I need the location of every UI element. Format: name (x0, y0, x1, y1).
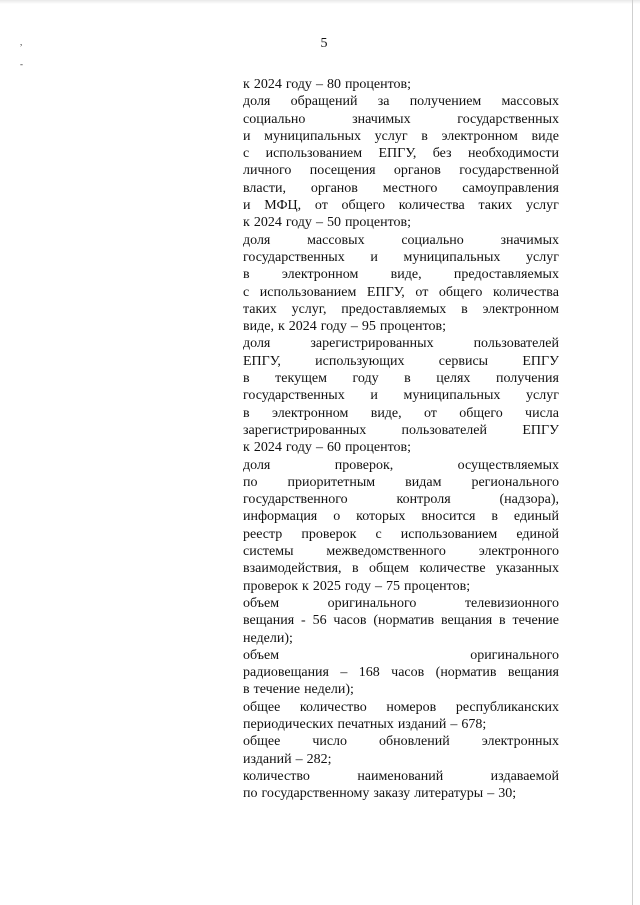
text-line: радиовещания – 168 часов (норматив вещания (243, 665, 559, 681)
text-line: зарегистрированных пользователей ЕПГУ (243, 422, 559, 438)
page-right-edge (632, 0, 633, 905)
text-line: периодических печатных изданий – 678; (243, 716, 487, 732)
text-line: государственных и муниципальных услуг (243, 249, 559, 265)
page-number: 5 (320, 36, 328, 51)
text-line: взаимодействия, в общем количестве указанных (243, 561, 559, 577)
text-line: по приоритетным видам регионального (243, 474, 559, 490)
text-line: в текущем году в целях получения (243, 371, 559, 387)
text-line: доля массовых социально значимых (243, 232, 559, 248)
text-line: власти, органов местного самоуправления (243, 180, 559, 196)
document-body (243, 76, 559, 802)
text-line: к 2024 году – 60 процентов; (243, 440, 412, 456)
text-line: по государственному заказу литературы – 30; (243, 786, 517, 802)
text-line: ЕПГУ, использующих сервисы ЕПГУ (243, 353, 559, 369)
text-line: социально значимых государственных (243, 111, 559, 127)
text-line: в электронном виде, от общего числа (243, 405, 559, 421)
text-line: объем оригинального телевизионного (243, 595, 559, 611)
text-line: изданий – 282; (243, 751, 332, 767)
margin-mark: , (20, 37, 23, 47)
text-line: недели); (243, 630, 293, 646)
text-line: государственных и муниципальных услуг (243, 388, 559, 404)
text-line: и муниципальных услуг в электронном виде (243, 128, 559, 144)
text-line: реестр проверок с использованием единой (243, 526, 559, 542)
text-line: системы межведомственного электронного (243, 544, 559, 560)
text-line: общее число обновлений электронных (243, 734, 559, 750)
text-line: с использованием ЕПГУ, от общего количества (243, 284, 559, 300)
text-line: информация о которых вносится в единый (243, 509, 559, 525)
text-line: государственного контроля (надзора), (243, 492, 559, 508)
text-line: доля зарегистрированных пользователей (243, 336, 559, 352)
text-line: таких услуг, предоставляемых в электронном (243, 301, 559, 317)
margin-mark: - (20, 59, 23, 69)
text-line: проверок к 2025 году – 75 процентов; (243, 578, 471, 594)
text-line: к 2024 году – 50 процентов; (243, 215, 412, 231)
text-line: личного посещения органов государственной (243, 163, 559, 179)
text-line: вещания - 56 часов (норматив вещания в течение (243, 613, 559, 629)
text-line: общее количество номеров республиканских (243, 699, 559, 715)
text-line: виде, к 2024 году – 95 процентов; (243, 319, 447, 335)
text-line: к 2024 году – 80 процентов; (243, 77, 412, 92)
text-line: доля проверок, осуществляемых (243, 457, 559, 473)
text-line: количество наименований издаваемой (243, 768, 559, 784)
text-line: доля обращений за получением массовых (243, 94, 559, 110)
text-line: и МФЦ, от общего количества таких услуг (243, 198, 559, 214)
text-line: объем оригинального (243, 647, 559, 663)
text-line: с использованием ЕПГУ, без необходимости (243, 146, 559, 162)
text-line: в течение недели); (243, 682, 354, 698)
page-top-shadow (0, 0, 640, 4)
text-line: в электронном виде, предоставляемых (243, 267, 559, 283)
